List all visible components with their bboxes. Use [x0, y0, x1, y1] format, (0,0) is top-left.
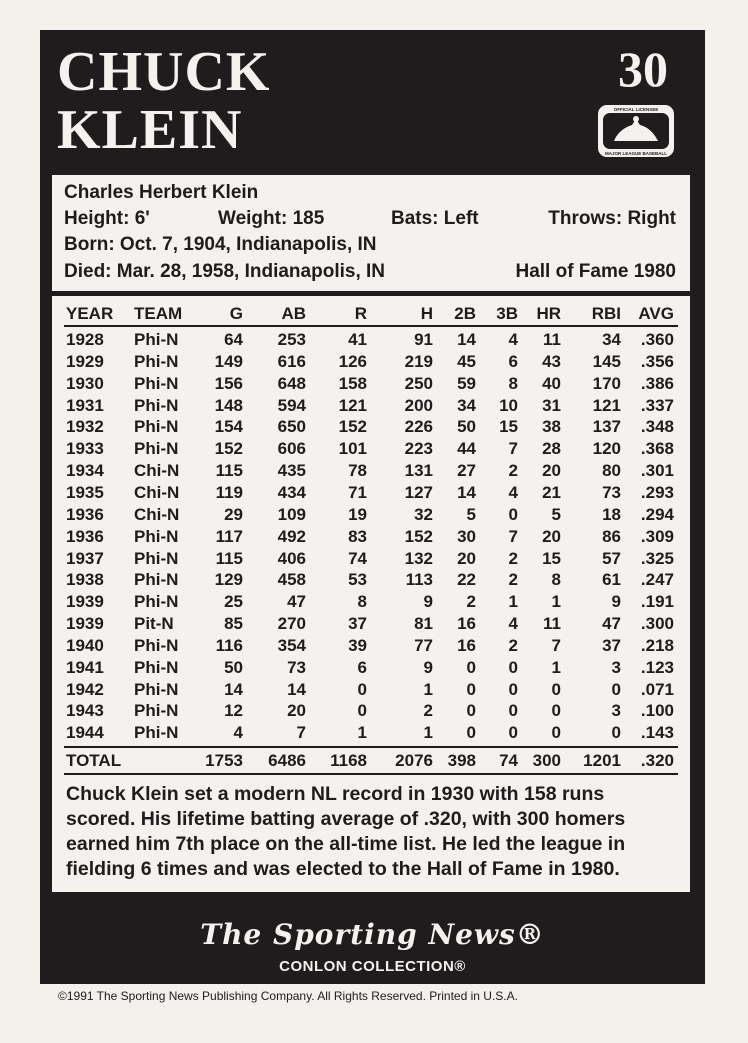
stats-row-3-3b: 8 [508, 373, 518, 393]
stats-row-8-3b: 4 [508, 482, 518, 502]
stats-row-9-ab: 109 [277, 504, 306, 524]
stats-row-19-h: 1 [423, 723, 433, 743]
stats-header-r: R [354, 304, 367, 323]
stats-row-1-r: 41 [348, 330, 367, 349]
player-first-name: CHUCK [57, 41, 271, 103]
stats-row-17-g: 14 [224, 679, 243, 699]
stats-header-rbi: RBI [591, 304, 621, 323]
stats-row-13-g: 25 [224, 592, 243, 612]
bio-died: Died: Mar. 28, 1958, Indianapolis, IN [64, 261, 385, 282]
stats-row-2-team: Phi-N [134, 351, 179, 371]
stats-header-year: YEAR [66, 304, 114, 323]
stats-row-7-hr: 20 [542, 461, 561, 481]
stats-row-1-team: Phi-N [134, 330, 179, 349]
stats-row-11-h: 132 [404, 548, 433, 568]
stats-row-10-team: Phi-N [134, 526, 179, 546]
stats-row-17-r: 0 [357, 679, 367, 699]
stats-row-14-team: Pit-N [134, 614, 174, 634]
stats-row-1-3b: 4 [508, 330, 518, 349]
stats-row-1-g: 64 [224, 330, 243, 349]
stats-row-10-g: 117 [215, 526, 243, 546]
stats-row-2-ab: 616 [277, 351, 306, 371]
stats-row-11-g: 115 [215, 548, 243, 568]
stats-row-10-r: 83 [348, 526, 367, 546]
stats-row-11-year: 1937 [66, 548, 104, 568]
stats-row-1-avg: .360 [640, 330, 674, 349]
stats-row-4-2b: 34 [457, 395, 476, 415]
stats-row-18-g: 12 [224, 701, 243, 721]
stats-row-16-2b: 0 [466, 657, 476, 677]
stats-row-16-year: 1941 [66, 657, 104, 677]
stats-row-14-rbi: 47 [602, 614, 621, 634]
stats-header-2b: 2B [454, 304, 476, 323]
stats-row-10-avg: .309 [640, 526, 674, 546]
stats-row-2-r: 126 [338, 351, 367, 371]
stats-row-19-3b: 0 [508, 723, 518, 743]
stats-row-5-year: 1932 [66, 417, 104, 437]
total-rule [64, 746, 678, 748]
brand-subtitle: CONLON COLLECTION® [279, 958, 466, 975]
stats-row-12-team: Phi-N [134, 570, 179, 590]
stats-row-11-ab: 406 [277, 548, 306, 568]
stats-row-4-3b: 10 [499, 395, 518, 415]
stats-row-10-3b: 7 [508, 526, 518, 546]
stats-row-2-g: 149 [214, 351, 243, 371]
stats-row-5-g: 154 [214, 417, 243, 437]
stats-row-2-hr: 43 [542, 351, 561, 371]
stats-row-3-h: 250 [404, 373, 433, 393]
stats-row-16-r: 6 [357, 657, 367, 677]
bio-bats: Bats: Left [391, 208, 479, 229]
stats-row-2-rbi: 145 [592, 351, 621, 371]
stats-row-4-avg: .337 [640, 395, 674, 415]
stats-row-18-year: 1943 [66, 701, 104, 721]
stats-row-15-3b: 2 [508, 635, 518, 655]
stats-row-11-avg: .325 [640, 548, 674, 568]
stats-row-18-3b: 0 [508, 701, 518, 721]
stats-header-team: TEAM [134, 304, 183, 323]
stats-row-15-avg: .218 [640, 635, 674, 655]
stats-row-6-2b: 44 [457, 439, 476, 459]
stats-row-7-h: 131 [404, 461, 433, 481]
stats-row-12-3b: 2 [508, 570, 518, 590]
stats-row-7-2b: 27 [457, 461, 476, 481]
stats-row-14-avg: .300 [640, 614, 674, 634]
stats-row-13-rbi: 9 [611, 592, 621, 612]
stats-row-6-h: 223 [404, 439, 433, 459]
stats-row-19-rbi: 0 [611, 723, 621, 743]
stats-row-1-rbi: 34 [602, 330, 621, 349]
stats-row-16-ab: 73 [287, 657, 306, 677]
stats-row-19-r: 1 [357, 723, 367, 743]
stats-row-3-avg: .386 [640, 373, 674, 393]
stats-row-9-team: Chi-N [134, 504, 180, 524]
stats-row-13-r: 8 [357, 592, 367, 612]
stats-row-6-3b: 7 [508, 439, 518, 459]
stats-row-6-r: 101 [338, 439, 367, 459]
stats-row-1-h: 91 [414, 330, 433, 349]
stats-row-5-avg: .348 [640, 417, 674, 437]
header-rule [64, 325, 678, 327]
stats-row-6-avg: .368 [640, 439, 674, 459]
stats-row-3-g: 156 [214, 373, 243, 393]
bio-panel [52, 175, 690, 291]
copyright-footer: ©1991 The Sporting News Publishing Company. All Rights Reserved. Printed in U.S.A. [58, 989, 518, 1003]
stats-row-8-team: Chi-N [134, 482, 180, 502]
stats-row-17-team: Phi-N [134, 679, 179, 699]
stats-row-17-3b: 0 [508, 679, 518, 699]
stats-header-avg: AVG [638, 304, 674, 323]
stats-row-8-2b: 14 [457, 482, 476, 502]
bio-hall-of-fame: Hall of Fame 1980 [515, 261, 676, 282]
stats-row-7-team: Chi-N [134, 461, 180, 481]
stats-row-1-hr: 11 [543, 330, 561, 349]
stats-row-4-r: 121 [338, 395, 367, 415]
stats-row-4-ab: 594 [277, 395, 306, 415]
stats-row-14-3b: 4 [508, 614, 518, 634]
player-last-name: KLEIN [57, 99, 243, 161]
stats-row-15-g: 116 [215, 635, 243, 655]
stats-row-5-rbi: 137 [592, 417, 621, 437]
stats-row-12-r: 53 [348, 570, 367, 590]
card-number: 30 [618, 41, 668, 97]
stats-row-12-h: 113 [405, 570, 433, 590]
stats-row-5-2b: 50 [457, 417, 476, 437]
stats-row-18-h: 2 [423, 701, 433, 721]
stats-row-4-team: Phi-N [134, 395, 179, 415]
stats-row-17-year: 1942 [66, 679, 104, 699]
stats-row-10-hr: 20 [542, 526, 561, 546]
stats-row-9-avg: .294 [640, 504, 674, 524]
stats-row-7-avg: .301 [640, 461, 674, 481]
stats-row-2-avg: .356 [640, 351, 674, 371]
stats-row-14-ab: 270 [277, 614, 306, 634]
stats-row-11-team: Phi-N [134, 548, 179, 568]
stats-row-19-g: 4 [233, 723, 243, 743]
stats-row-9-2b: 5 [466, 504, 476, 524]
stats-row-4-hr: 31 [542, 395, 561, 415]
stats-row-8-hr: 21 [542, 482, 561, 502]
stats-row-9-hr: 5 [551, 504, 561, 524]
stats-row-11-2b: 20 [457, 548, 476, 568]
stats-row-7-year: 1934 [66, 461, 104, 481]
stats-row-2-2b: 45 [457, 351, 476, 371]
stats-row-3-year: 1930 [66, 373, 104, 393]
stats-header-3b: 3B [496, 304, 518, 323]
stats-row-12-year: 1938 [66, 570, 104, 590]
stats-row-6-rbi: 120 [592, 439, 621, 459]
stats-row-15-h: 77 [414, 635, 433, 655]
stats-total-3b: 74 [499, 751, 518, 770]
bio-weight: Weight: 185 [218, 208, 325, 229]
logo-bottom-text: MAJOR LEAGUE BASEBALL [604, 151, 668, 156]
stats-row-9-h: 32 [414, 504, 433, 524]
bio-height: Height: 6' [64, 208, 150, 229]
stats-row-5-r: 152 [338, 417, 367, 437]
stats-row-7-3b: 2 [508, 461, 518, 481]
stats-row-8-avg: .293 [640, 482, 674, 502]
stats-row-1-year: 1928 [66, 330, 104, 349]
stats-row-13-avg: .191 [640, 592, 674, 612]
stats-row-5-team: Phi-N [134, 417, 179, 437]
blurb-line-1: Chuck Klein set a modern NL record in 1930 with 158 runs [66, 783, 605, 805]
stats-row-16-g: 50 [224, 657, 243, 677]
stats-row-17-avg: .071 [640, 679, 674, 699]
stats-row-12-hr: 8 [551, 570, 561, 590]
stats-row-18-r: 0 [357, 701, 367, 721]
stats-row-13-2b: 2 [466, 592, 476, 612]
bio-throws: Throws: Right [548, 208, 676, 229]
stats-row-6-g: 152 [214, 439, 243, 459]
stats-row-6-hr: 28 [542, 439, 561, 459]
stats-row-16-h: 9 [423, 657, 433, 677]
brand-title: The Sporting News® [200, 918, 545, 951]
stats-row-18-avg: .100 [640, 701, 674, 721]
stats-row-11-hr: 15 [542, 548, 561, 568]
stats-row-18-rbi: 3 [611, 701, 621, 721]
stats-row-18-team: Phi-N [134, 701, 179, 721]
stats-row-11-r: 74 [348, 548, 367, 568]
stats-header-ab: AB [281, 304, 306, 323]
stats-row-15-team: Phi-N [134, 635, 179, 655]
stats-row-3-hr: 40 [542, 373, 561, 393]
stats-row-10-2b: 30 [457, 526, 476, 546]
blurb-line-3: earned him 7th place on the all-time list. He led the league in [66, 833, 626, 855]
stats-row-6-ab: 606 [277, 439, 306, 459]
stats-total-h: 2076 [395, 751, 433, 770]
stats-row-12-rbi: 61 [602, 570, 621, 590]
stats-row-13-hr: 1 [551, 592, 561, 612]
stats-row-14-h: 81 [414, 614, 433, 634]
stats-row-16-avg: .123 [640, 657, 674, 677]
stats-row-16-rbi: 3 [611, 657, 621, 677]
stats-row-13-3b: 1 [508, 592, 518, 612]
stats-row-17-hr: 0 [551, 679, 561, 699]
stats-row-15-2b: 16 [457, 635, 476, 655]
stats-row-8-g: 119 [215, 482, 243, 502]
stats-header-hr: HR [536, 304, 561, 323]
stats-row-10-year: 1936 [66, 526, 104, 546]
blurb-line-2: scored. His lifetime batting average of .320, with 300 homers [66, 808, 626, 830]
stats-row-19-2b: 0 [466, 723, 476, 743]
stats-row-8-year: 1935 [66, 482, 104, 502]
stats-row-18-ab: 20 [287, 701, 306, 721]
stats-row-4-year: 1931 [66, 395, 104, 415]
stats-row-11-3b: 2 [508, 548, 518, 568]
stats-row-5-hr: 38 [542, 417, 561, 437]
stats-total-avg: .320 [640, 751, 674, 770]
stats-total-2b: 398 [447, 751, 476, 770]
stats-row-9-year: 1936 [66, 504, 104, 524]
stats-row-14-year: 1939 [66, 614, 104, 634]
stats-total-rbi: 1201 [583, 751, 621, 770]
stats-row-7-g: 115 [215, 461, 243, 481]
stats-row-7-r: 78 [348, 461, 367, 481]
stats-header-g: G [229, 304, 243, 323]
stats-row-19-hr: 0 [551, 723, 561, 743]
stats-row-8-rbi: 73 [602, 482, 621, 502]
stats-row-1-ab: 253 [277, 330, 306, 349]
stats-row-10-h: 152 [404, 526, 433, 546]
stats-row-8-h: 127 [404, 482, 433, 502]
bio-born: Born: Oct. 7, 1904, Indianapolis, IN [64, 234, 377, 255]
bio-full-name: Charles Herbert Klein [64, 182, 259, 203]
stats-row-2-3b: 6 [508, 351, 518, 371]
blurb-rule [64, 773, 678, 775]
stats-row-17-h: 1 [423, 679, 433, 699]
stats-row-18-2b: 0 [466, 701, 476, 721]
logo-top-text: OFFICIAL LICENSEE [613, 107, 659, 112]
stats-row-10-rbi: 86 [602, 526, 621, 546]
stats-row-4-g: 148 [214, 395, 243, 415]
stats-row-14-r: 37 [348, 614, 367, 634]
stats-row-19-year: 1944 [66, 723, 104, 743]
stats-total-hr: 300 [532, 751, 561, 770]
stats-row-9-3b: 0 [508, 504, 518, 524]
stats-row-5-ab: 650 [277, 417, 306, 437]
stats-row-12-ab: 458 [277, 570, 306, 590]
stats-total-r: 1168 [330, 751, 367, 770]
stats-header-h: H [420, 304, 433, 323]
stats-row-3-ab: 648 [277, 373, 306, 393]
stats-row-9-rbi: 18 [602, 504, 621, 524]
stats-row-5-h: 226 [404, 417, 433, 437]
stats-row-19-ab: 7 [296, 723, 306, 743]
stats-row-14-2b: 16 [457, 614, 476, 634]
stats-row-8-r: 71 [348, 482, 367, 502]
stats-row-1-2b: 14 [457, 330, 476, 349]
stats-row-11-rbi: 57 [602, 548, 621, 568]
stats-row-15-rbi: 37 [602, 635, 621, 655]
stats-row-7-ab: 435 [277, 461, 306, 481]
stats-row-12-2b: 22 [457, 570, 476, 590]
stats-row-19-avg: .143 [640, 723, 674, 743]
stats-total-g: 1753 [205, 751, 243, 770]
stats-total-year: TOTAL [66, 751, 122, 770]
stats-row-17-rbi: 0 [611, 679, 621, 699]
stats-row-4-h: 200 [404, 395, 433, 415]
stats-row-14-hr: 11 [543, 614, 561, 634]
mlb-logo-icon [592, 103, 680, 159]
stats-total-ab: 6486 [268, 751, 306, 770]
stats-row-14-g: 85 [224, 614, 243, 634]
stats-row-3-2b: 59 [457, 373, 476, 393]
stats-row-6-year: 1933 [66, 439, 104, 459]
stats-row-12-g: 129 [214, 570, 243, 590]
stats-row-3-r: 158 [338, 373, 367, 393]
stats-row-2-year: 1929 [66, 351, 104, 371]
stats-row-19-team: Phi-N [134, 723, 179, 743]
stats-row-7-rbi: 80 [602, 461, 621, 481]
stats-row-9-r: 19 [348, 504, 367, 524]
stats-row-13-year: 1939 [66, 592, 104, 612]
stats-panel [52, 296, 690, 892]
stats-row-16-team: Phi-N [134, 657, 179, 677]
stats-row-8-ab: 434 [277, 482, 306, 502]
stats-row-3-team: Phi-N [134, 373, 179, 393]
stats-row-10-ab: 492 [277, 526, 306, 546]
stats-row-13-ab: 47 [287, 592, 306, 612]
stats-row-17-2b: 0 [466, 679, 476, 699]
stats-row-15-year: 1940 [66, 635, 104, 655]
stats-row-5-3b: 15 [499, 417, 518, 437]
stats-row-17-ab: 14 [287, 679, 306, 699]
stats-row-15-hr: 7 [551, 635, 561, 655]
stats-row-13-team: Phi-N [134, 592, 179, 612]
stats-row-12-avg: .247 [640, 570, 674, 590]
stats-row-18-hr: 0 [551, 701, 561, 721]
stats-row-16-3b: 0 [508, 657, 518, 677]
stats-row-4-rbi: 121 [592, 395, 621, 415]
stats-row-2-h: 219 [404, 351, 433, 371]
stats-row-3-rbi: 170 [592, 373, 621, 393]
stats-row-15-ab: 354 [277, 635, 306, 655]
stats-row-15-r: 39 [348, 635, 367, 655]
stats-row-9-g: 29 [224, 504, 243, 524]
stats-row-6-team: Phi-N [134, 439, 179, 459]
stats-row-16-hr: 1 [551, 657, 561, 677]
blurb-line-4: fielding 6 times and was elected to the Hall of Fame in 1980. [66, 858, 620, 880]
stats-row-13-h: 9 [423, 592, 433, 612]
